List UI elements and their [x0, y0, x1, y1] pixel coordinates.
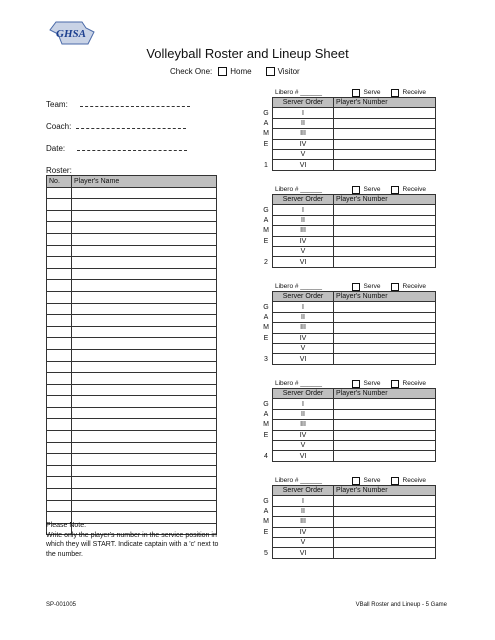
roster-number-cell[interactable] [47, 349, 72, 361]
roster-row[interactable] [47, 338, 217, 350]
game-letter: G [263, 400, 269, 408]
player-number-cell[interactable] [334, 205, 436, 215]
roster-row[interactable] [47, 465, 217, 477]
lineup-row [260, 517, 436, 527]
roster-row[interactable] [47, 384, 217, 396]
player-number-cell[interactable] [334, 430, 436, 440]
lineup-row [260, 108, 436, 118]
lineup-row [260, 226, 436, 236]
player-number-cell[interactable] [334, 537, 436, 547]
roster-name-cell[interactable] [72, 454, 217, 466]
game-letter: A [263, 313, 269, 321]
libero-field[interactable]: Libero # ______ [275, 186, 322, 193]
lineup-row [260, 420, 436, 430]
player-number-cell[interactable] [334, 506, 436, 516]
server-order-cell: VI [273, 257, 334, 267]
game-letter: G [263, 303, 269, 311]
roster-name-cell[interactable] [72, 338, 217, 350]
server-order-cell: III [273, 323, 334, 333]
player-number-cell[interactable] [334, 517, 436, 527]
server-order-header: Server Order [273, 195, 334, 205]
page-title: Volleyball Roster and Lineup Sheet [146, 46, 349, 61]
roster-name-cell[interactable] [72, 303, 217, 315]
game-letter: 3 [264, 355, 268, 363]
game-letter [260, 149, 273, 159]
player-number-cell[interactable] [334, 302, 436, 312]
lineup-row [260, 323, 436, 333]
server-order-cell: VI [273, 160, 334, 170]
serve-checkbox[interactable] [352, 89, 360, 97]
game-letter: M [263, 421, 269, 429]
game-letter: 5 [264, 549, 268, 557]
serve-checkbox[interactable] [352, 380, 360, 388]
game-letter: A [263, 119, 269, 127]
roster-number-cell[interactable] [47, 373, 72, 385]
roster-row[interactable] [47, 210, 217, 222]
roster-number-cell[interactable] [47, 500, 72, 512]
game-block [260, 185, 436, 268]
game-letter: M [263, 130, 269, 138]
game-letter: E [263, 140, 269, 148]
roster-name-cell[interactable] [72, 268, 217, 280]
check-one [170, 67, 300, 76]
roster-col-name: Player's Name [72, 176, 217, 188]
footer-code: SP-001005 [46, 602, 77, 608]
roster-name-cell[interactable] [72, 291, 217, 303]
server-order-cell: VI [273, 354, 334, 364]
roster-row[interactable] [47, 199, 217, 211]
visitor-checkbox[interactable] [266, 67, 275, 76]
player-number-cell[interactable] [334, 139, 436, 149]
serve-label: Serve [363, 186, 381, 193]
note-title: Please Note: [46, 522, 87, 529]
libero-field[interactable]: Libero # ______ [275, 283, 322, 290]
roster-row[interactable] [47, 373, 217, 385]
game-letter [260, 440, 273, 450]
roster-number-cell[interactable] [47, 361, 72, 373]
game-letter [260, 343, 273, 353]
server-order-cell: III [273, 517, 334, 527]
game-letter: G [263, 497, 269, 505]
server-order-cell: I [273, 302, 334, 312]
roster-row[interactable] [47, 280, 217, 292]
roster-number-cell[interactable] [47, 303, 72, 315]
serve-label: Serve [363, 380, 381, 387]
roster-name-cell[interactable] [72, 361, 217, 373]
lineup-row [260, 451, 436, 461]
date-label: Date: [46, 144, 66, 153]
server-order-cell: IV [273, 333, 334, 343]
lineup-row [260, 333, 436, 343]
lineup-row [260, 537, 436, 547]
receive-label: Receive [402, 89, 426, 96]
player-number-cell[interactable] [334, 129, 436, 139]
roster-table [46, 175, 217, 535]
game-letter [260, 246, 273, 256]
roster-row[interactable] [47, 222, 217, 234]
player-number-cell[interactable] [334, 451, 436, 461]
roster-number-cell[interactable] [47, 245, 72, 257]
player-number-cell[interactable] [334, 527, 436, 537]
server-order-cell: I [273, 205, 334, 215]
receive-label: Receive [402, 186, 426, 193]
libero-field[interactable]: Libero # ______ [275, 477, 322, 484]
game-letter: 4 [264, 452, 268, 460]
lineup-row [260, 312, 436, 322]
server-order-cell: I [273, 108, 334, 118]
roster-name-cell[interactable] [72, 280, 217, 292]
receive-checkbox[interactable] [391, 380, 399, 388]
roster-row[interactable] [47, 257, 217, 269]
roster-name-cell[interactable] [72, 373, 217, 385]
logo-text: GHSA [56, 28, 86, 40]
roster-name-cell[interactable] [72, 233, 217, 245]
roster-name-cell[interactable] [72, 465, 217, 477]
receive-checkbox[interactable] [391, 89, 399, 97]
roster-name-cell[interactable] [72, 419, 217, 431]
lineup-row [260, 215, 436, 225]
roster-number-cell[interactable] [47, 291, 72, 303]
game-letter: A [263, 410, 269, 418]
team-field[interactable] [46, 100, 190, 109]
roster-number-cell[interactable] [47, 407, 72, 419]
server-order-header: Server Order [273, 292, 334, 302]
player-number-cell[interactable] [334, 333, 436, 343]
roster-name-cell[interactable] [72, 257, 217, 269]
game-block [260, 379, 436, 462]
roster-number-cell[interactable] [47, 431, 72, 443]
coach-field[interactable] [46, 122, 186, 131]
player-number-cell[interactable] [334, 215, 436, 225]
game-block [260, 476, 436, 559]
roster-name-cell[interactable] [72, 349, 217, 361]
roster-number-cell[interactable] [47, 326, 72, 338]
player-number-cell[interactable] [334, 226, 436, 236]
game-letter: M [263, 518, 269, 526]
server-order-cell: I [273, 399, 334, 409]
game-letter: G [263, 109, 269, 117]
players-number-header: Player's Number [334, 292, 436, 302]
home-checkbox[interactable] [218, 67, 227, 76]
game-block [260, 282, 436, 365]
roster-number-cell[interactable] [47, 210, 72, 222]
roster-number-cell[interactable] [47, 280, 72, 292]
roster-number-cell[interactable] [47, 257, 72, 269]
roster-name-cell[interactable] [72, 407, 217, 419]
lineup-row [260, 246, 436, 256]
player-number-cell[interactable] [334, 118, 436, 128]
roster-number-cell[interactable] [47, 465, 72, 477]
game-letter: G [263, 206, 269, 214]
player-number-cell[interactable] [334, 257, 436, 267]
server-order-cell: IV [273, 430, 334, 440]
roster-name-cell[interactable] [72, 187, 217, 199]
lineup-row [260, 354, 436, 364]
serve-checkbox[interactable] [352, 283, 360, 291]
lineup-row [260, 205, 436, 215]
server-order-cell: II [273, 409, 334, 419]
lineup-row [260, 236, 436, 246]
roster-number-cell[interactable] [47, 187, 72, 199]
roster-row[interactable] [47, 303, 217, 315]
roster-name-cell[interactable] [72, 245, 217, 257]
check-one-label: Check One: [170, 67, 213, 76]
serve-label: Serve [363, 283, 381, 290]
server-order-cell: I [273, 496, 334, 506]
player-number-cell[interactable] [334, 548, 436, 558]
server-order-cell: IV [273, 527, 334, 537]
roster-row[interactable] [47, 396, 217, 408]
player-number-cell[interactable] [334, 108, 436, 118]
player-number-cell[interactable] [334, 409, 436, 419]
player-number-cell[interactable] [334, 149, 436, 159]
lineup-row [260, 399, 436, 409]
roster-row[interactable] [47, 245, 217, 257]
roster-label: Roster: [46, 166, 72, 175]
roster-number-cell[interactable] [47, 442, 72, 454]
server-order-cell: III [273, 226, 334, 236]
ghsa-logo [42, 20, 100, 46]
lineup-row [260, 548, 436, 558]
server-order-cell: VI [273, 548, 334, 558]
receive-checkbox[interactable] [391, 283, 399, 291]
roster-number-cell[interactable] [47, 384, 72, 396]
roster-number-cell[interactable] [47, 315, 72, 327]
roster-col-no: No. [47, 176, 72, 188]
roster-number-cell[interactable] [47, 268, 72, 280]
roster-row[interactable] [47, 233, 217, 245]
receive-checkbox[interactable] [391, 477, 399, 485]
roster-row[interactable] [47, 500, 217, 512]
roster-number-cell[interactable] [47, 233, 72, 245]
game-letter: E [263, 237, 269, 245]
player-number-cell[interactable] [334, 496, 436, 506]
player-number-cell[interactable] [334, 323, 436, 333]
roster-number-cell[interactable] [47, 454, 72, 466]
game-letter: M [263, 227, 269, 235]
lineup-row [260, 409, 436, 419]
lineup-row [260, 506, 436, 516]
roster-name-cell[interactable] [72, 315, 217, 327]
lineup-row [260, 160, 436, 170]
roster-row[interactable] [47, 419, 217, 431]
server-order-cell: IV [273, 139, 334, 149]
players-number-header: Player's Number [334, 195, 436, 205]
serve-checkbox[interactable] [352, 477, 360, 485]
player-number-cell[interactable] [334, 236, 436, 246]
lineup-row [260, 257, 436, 267]
roster-name-cell[interactable] [72, 431, 217, 443]
game-letter: A [263, 507, 269, 515]
roster-name-cell[interactable] [72, 442, 217, 454]
receive-checkbox[interactable] [391, 186, 399, 194]
date-field[interactable] [46, 144, 187, 153]
roster-name-cell[interactable] [72, 222, 217, 234]
coach-label: Coach: [46, 122, 72, 131]
roster-number-cell[interactable] [47, 396, 72, 408]
player-number-cell[interactable] [334, 246, 436, 256]
player-number-cell[interactable] [334, 440, 436, 450]
lineup-row [260, 440, 436, 450]
roster-name-cell[interactable] [72, 477, 217, 489]
game-letter [260, 537, 273, 547]
server-order-cell: II [273, 312, 334, 322]
roster-row[interactable] [47, 442, 217, 454]
roster-name-cell[interactable] [72, 500, 217, 512]
roster-row[interactable] [47, 349, 217, 361]
server-order-cell: V [273, 343, 334, 353]
server-order-cell: VI [273, 451, 334, 461]
server-order-header: Server Order [273, 98, 334, 108]
server-order-cell: II [273, 118, 334, 128]
roster-row[interactable] [47, 187, 217, 199]
roster-number-cell[interactable] [47, 338, 72, 350]
roster-row[interactable] [47, 454, 217, 466]
server-order-header: Server Order [273, 389, 334, 399]
server-order-cell: V [273, 440, 334, 450]
roster-name-cell[interactable] [72, 199, 217, 211]
server-order-cell: II [273, 215, 334, 225]
player-number-cell[interactable] [334, 420, 436, 430]
receive-label: Receive [402, 283, 426, 290]
game-letter: 1 [264, 161, 268, 169]
serve-label: Serve [363, 477, 381, 484]
roster-name-cell[interactable] [72, 384, 217, 396]
server-order-cell: V [273, 246, 334, 256]
roster-number-cell[interactable] [47, 222, 72, 234]
libero-field[interactable]: Libero # ______ [275, 89, 322, 96]
serve-label: Serve [363, 89, 381, 96]
roster-row[interactable] [47, 431, 217, 443]
libero-field[interactable]: Libero # ______ [275, 380, 322, 387]
lineup-row [260, 139, 436, 149]
roster-row[interactable] [47, 489, 217, 501]
roster-name-cell[interactable] [72, 326, 217, 338]
roster-name-cell[interactable] [72, 489, 217, 501]
server-order-cell: III [273, 420, 334, 430]
server-order-cell: III [273, 129, 334, 139]
lineup-row [260, 496, 436, 506]
server-order-cell: V [273, 149, 334, 159]
home-label: Home [230, 67, 252, 76]
lineup-row [260, 129, 436, 139]
footer-title: VBall Roster and Lineup - 5 Game [355, 602, 447, 608]
player-number-cell[interactable] [334, 160, 436, 170]
roster-row[interactable] [47, 477, 217, 489]
roster-row[interactable] [47, 268, 217, 280]
lineup-row [260, 302, 436, 312]
visitor-label: Visitor [277, 67, 300, 76]
players-number-header: Player's Number [334, 389, 436, 399]
game-block [260, 88, 436, 171]
serve-checkbox[interactable] [352, 186, 360, 194]
player-number-cell[interactable] [334, 343, 436, 353]
note [46, 521, 226, 559]
roster-name-cell[interactable] [72, 396, 217, 408]
server-order-cell: IV [273, 236, 334, 246]
note-text: Write only the player's number in the service position in which they will START. Indicate captain with a 'c' next to the number. [46, 531, 219, 558]
game-letter: E [263, 334, 269, 342]
lineup-row [260, 527, 436, 537]
roster-number-cell[interactable] [47, 199, 72, 211]
player-number-cell[interactable] [334, 354, 436, 364]
players-number-header: Player's Number [334, 98, 436, 108]
server-order-header: Server Order [273, 486, 334, 496]
player-number-cell[interactable] [334, 312, 436, 322]
roster-number-cell[interactable] [47, 477, 72, 489]
game-letter: E [263, 528, 269, 536]
lineup-row [260, 430, 436, 440]
roster-row[interactable] [47, 315, 217, 327]
server-order-cell: V [273, 537, 334, 547]
receive-label: Receive [402, 380, 426, 387]
roster-number-cell[interactable] [47, 419, 72, 431]
lineup-row [260, 343, 436, 353]
roster-row[interactable] [47, 361, 217, 373]
server-order-cell: II [273, 506, 334, 516]
players-number-header: Player's Number [334, 486, 436, 496]
roster-row[interactable] [47, 326, 217, 338]
lineup-row [260, 149, 436, 159]
lineup-row [260, 118, 436, 128]
game-letter: A [263, 216, 269, 224]
team-label: Team: [46, 100, 68, 109]
roster-row[interactable] [47, 291, 217, 303]
receive-label: Receive [402, 477, 426, 484]
game-letter: M [263, 324, 269, 332]
roster-number-cell[interactable] [47, 489, 72, 501]
game-letter: 2 [264, 258, 268, 266]
roster-row[interactable] [47, 407, 217, 419]
game-letter: E [263, 431, 269, 439]
roster-name-cell[interactable] [72, 210, 217, 222]
player-number-cell[interactable] [334, 399, 436, 409]
